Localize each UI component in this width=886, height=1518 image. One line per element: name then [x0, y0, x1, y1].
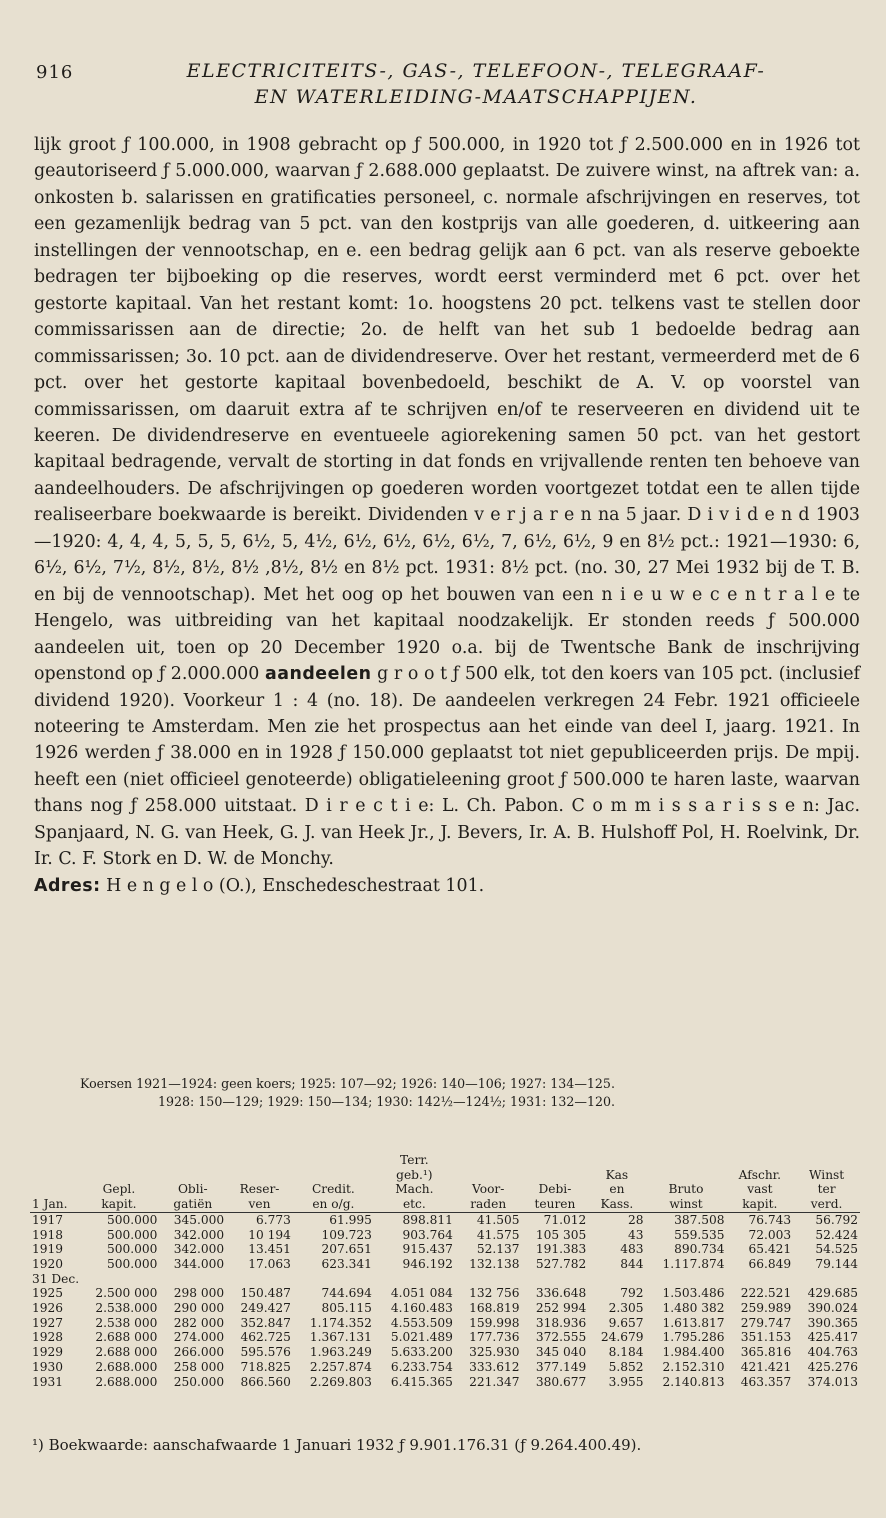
table-cell: 13.451 — [248, 1242, 291, 1257]
table-cell: 52.137 — [476, 1242, 520, 1257]
table-header-cell: 1 Jan. — [30, 1197, 78, 1212]
table-cell: 898.811 — [402, 1212, 453, 1227]
table-header-cell: Credit. — [311, 1182, 355, 1197]
koersen-line-1: Koersen 1921—1924: geen koers; 1925: 107—92; 1926: 140—106; 1927: 134—125. — [80, 1076, 615, 1091]
koersen-line-2: 1928: 150—129; 1929: 150—134; 1930: 142½—124½; 1931: 132—120. — [158, 1094, 616, 1109]
table-header-cell: vast — [747, 1182, 773, 1197]
table-cell: 24.679 — [600, 1330, 644, 1345]
table-cell: 1.174.352 — [309, 1315, 372, 1330]
table-cell: 132 756 — [469, 1286, 520, 1301]
table-cell: 1926 — [32, 1301, 64, 1316]
table-cell: 279.747 — [740, 1315, 792, 1330]
table-cell: 1.613.817 — [662, 1315, 725, 1330]
table-header-row — [30, 1182, 860, 1197]
address-line — [34, 873, 860, 899]
table-cell: 890.734 — [674, 1242, 725, 1257]
koersen-block — [80, 1075, 840, 1111]
table-cell: 6.773 — [255, 1212, 291, 1227]
table-cell: 5.633.200 — [390, 1345, 453, 1360]
table-header-cell — [30, 1153, 78, 1168]
table-header-row — [30, 1153, 860, 1168]
table-header-cell: Kas — [605, 1167, 629, 1182]
table-header-cell: teuren — [522, 1197, 589, 1212]
table-header-cell: Gepl. — [102, 1182, 136, 1197]
table-cell: 2.500 000 — [95, 1286, 158, 1301]
table-cell: 483 — [620, 1242, 644, 1257]
table-row — [30, 1330, 860, 1345]
table-row — [30, 1257, 860, 1272]
table-cell: 404.763 — [807, 1345, 858, 1360]
table-cell: 5.852 — [608, 1359, 644, 1374]
table-cell: 274.000 — [173, 1330, 225, 1345]
table-header-cell: en — [609, 1182, 625, 1197]
table-cell: 946.192 — [402, 1256, 453, 1271]
table-group-label: 31 Dec. — [32, 1271, 80, 1286]
table-cell: 222.521 — [740, 1286, 792, 1301]
table-cell: 56.792 — [815, 1212, 858, 1227]
table-cell: 500.000 — [107, 1242, 158, 1257]
table-cell: 2.538 000 — [95, 1315, 158, 1330]
table-cell: 6.233.754 — [390, 1359, 453, 1374]
table-cell: 66.849 — [748, 1256, 792, 1271]
table-cell: 595.576 — [240, 1345, 291, 1360]
table-cell: 65.421 — [748, 1242, 792, 1257]
table-cell: 903.764 — [402, 1227, 453, 1242]
table-cell: 500.000 — [107, 1227, 158, 1242]
table-cell: 1.984.400 — [662, 1345, 725, 1360]
table-cell: 1.963.249 — [309, 1345, 372, 1360]
table-cell: 1.367.131 — [309, 1330, 372, 1345]
table-cell: 1918 — [32, 1227, 64, 1242]
running-title-line-2: EN WATERLEIDING-MAATSCHAPPIJEN. — [254, 86, 698, 108]
table-header-cell — [159, 1153, 226, 1168]
paragraph-part-1: lijk groot ƒ 100.000, in 1908 gebracht op ƒ 500.000, in 1920 tot ƒ 2.500.000 en in 1926 tot geautoriseerd ƒ 5.000.000, waarvan ƒ 2.688.000 geplaatst. De zuivere winst, na aftrek van: a. onkosten b. salarissen en gratificaties personeel, c. normale afschrijvingen en reserves, tot een gezamenlijk bedrag van 5 pct. van den kostprijs van alle goederen, d. uitkeering aan instellingen der vennootschap, en e. een bedrag gelijk aan 6 pct. van als reserve geboekte bedragen ter bijboeking op die reserves, wordt eerst verminderd met 6 pct. over het gestorte kapitaal. Van het restant komt: 1o. hoogstens 20 pct. telkens vast te stellen door commissarissen aan de directie; 2o. de helft van het sub 1 bedoelde bedrag aan commissarissen; 3o. 10 pct. aan de dividendreserve. Over het restant, vermeerderd met de 6 pct. over het gestorte kapitaal bovenbedoeld, beschikt de A. V. op voorstel van commissarissen, om daaruit extra af te schrijven en/of te reserveeren en dividend uit te keeren. De dividendreserve en eventueele agiorekening samen 50 pct. van het gestort kapitaal bedragende, vervalt de storting in dat fonds en vrijvallende renten ten behoeve van aandeelhouders. De afschrijvingen op goederen worden voortgezet totdat een te allen tijde realiseerbare boekwaarde is bereikt. Dividenden v e r j a r e n na 5 jaar. D i v i d e n d 1903—1920: 4, 4, 4, 5, 5, 5, 6½, 5, 4½, 6½, 6½, 6½, 6½, 7, 6½, 6½, 9 en 8½ pct.: 1921—1930: 6, 6½, 6½, 7½, 8½, 8½, 8½ ,8½, 8½ en 8½ pct. 1931: 8½ pct. (no. 30, 27 Mei 1932 bij de T. B. en bij de vennootschap). Met het oog op het bouwen van een n i e u w e c e n t r a l e te Hengelo, was uitbreiding van het kapitaal noodzakelijk. Er stonden reeds ƒ 500.000 aandeelen uit, toen op 20 December 1920 o.a. bij de Twentsche Bank de inschrijving openstond op ƒ 2.000.000 — [34, 135, 860, 685]
table-cell: 290 000 — [173, 1301, 225, 1316]
body-text — [34, 132, 860, 899]
table-header-cell: Obli- — [177, 1182, 208, 1197]
table-cell: 10 194 — [248, 1227, 291, 1242]
table-cell: 333.612 — [469, 1359, 520, 1374]
table-group-row — [30, 1272, 860, 1287]
table-header-cell — [30, 1168, 78, 1183]
table-header-cell: Afschr. — [738, 1167, 782, 1182]
table-cell: 377.149 — [535, 1359, 587, 1374]
footnote: ¹) Boekwaarde: aanschafwaarde 1 Januari 1932 ƒ 9.901.176.31 (ƒ 9.264.400.49). — [32, 1436, 642, 1454]
table-cell: 2.688 000 — [95, 1330, 158, 1345]
table-header-cell — [588, 1153, 645, 1168]
table-header-cell — [293, 1153, 374, 1168]
table-header-cell: geb.¹) — [396, 1167, 433, 1182]
table-header-cell: Mach. — [395, 1182, 434, 1197]
table-cell: 372.555 — [535, 1330, 587, 1345]
table-header-cell — [159, 1168, 226, 1183]
table-header-cell: raden — [455, 1197, 522, 1212]
table-row — [30, 1345, 860, 1360]
table-header-row — [30, 1168, 860, 1183]
table-row — [30, 1228, 860, 1243]
table-cell: 8.184 — [608, 1345, 644, 1360]
table-cell: 54.525 — [815, 1242, 858, 1257]
table-header-cell — [455, 1168, 522, 1183]
table-header-cell — [646, 1168, 727, 1183]
table-cell: 71.012 — [543, 1212, 587, 1227]
page-number: 916 — [36, 62, 74, 83]
table-header-cell — [793, 1153, 860, 1168]
table-cell: 43 — [627, 1227, 644, 1242]
table-header-row — [30, 1197, 860, 1212]
table-cell: 318.936 — [535, 1315, 587, 1330]
table-cell: 792 — [620, 1286, 644, 1301]
table-row — [30, 1360, 860, 1375]
table-cell: 259.989 — [740, 1301, 792, 1316]
table-cell: 1.503.486 — [662, 1286, 725, 1301]
table-cell: 2.688 000 — [95, 1345, 158, 1360]
paragraph-part-2: g r o o t ƒ 500 elk, tot den koers van 105 pct. (inclusief dividend 1920). Voorkeur 1 : 4 (no. 18). De aandeelen verkregen 24 Febr. 1921 officieele noteering te Amsterdam. Men zie het prospectus aan het einde van deel I, jaarg. 1921. In 1926 werden ƒ 38.000 en in 1928 ƒ 150.000 geplaatst tot niet gepubliceerden prijs. De mpij. heeft een (niet officieel genoteerde) obligatieleening groot ƒ 500.000 te haren laste, waarvan thans nog ƒ 258.000 uitstaat. D i r e c t i e: L. Ch. Pabon. C o m m i s s a r i s s e n: Jac. Spanjaard, N. G. van Heek, G. J. van Heek Jr., J. Bevers, Ir. A. B. Hulshoff Pol, H. Roelvink, Dr. Ir. C. F. Stork en D. W. de Monchy. — [34, 664, 860, 870]
table-cell: 1928 — [32, 1330, 64, 1345]
table-cell: 336.648 — [535, 1286, 587, 1301]
table-cell: 6.415.365 — [390, 1374, 453, 1389]
table-cell: 249.427 — [240, 1301, 291, 1316]
table-cell: 2.257.874 — [309, 1359, 372, 1374]
table-cell: 345 040 — [535, 1345, 587, 1360]
table-cell: 915.437 — [402, 1242, 453, 1257]
table-cell: 191.383 — [535, 1242, 587, 1257]
table-header-cell: kapit. — [726, 1197, 793, 1212]
table-cell: 325.930 — [469, 1345, 520, 1360]
table-cell: 1931 — [32, 1374, 64, 1389]
table-cell: 2.688.000 — [95, 1359, 158, 1374]
financial-table — [30, 1153, 860, 1389]
table-cell: 1930 — [32, 1359, 64, 1374]
table-row — [30, 1375, 860, 1390]
table-cell: 177.736 — [469, 1330, 520, 1345]
table-cell: 1917 — [32, 1212, 64, 1227]
table-cell: 282 000 — [173, 1315, 225, 1330]
table-header-cell: etc. — [374, 1197, 455, 1212]
table-row — [30, 1212, 860, 1227]
table-header-cell — [78, 1168, 159, 1183]
table-header-cell: Reser- — [239, 1182, 280, 1197]
table-cell: 844 — [620, 1256, 644, 1271]
table-header-cell: en o/g. — [293, 1197, 374, 1212]
table-header-cell — [226, 1153, 293, 1168]
table-header-cell — [30, 1182, 78, 1197]
table-cell: 462.725 — [240, 1330, 291, 1345]
running-title-line-1: ELECTRICITEITS-, GAS-, TELEFOON-, TELEGRAAF- — [186, 60, 766, 82]
table-cell: 4.160.483 — [390, 1301, 453, 1316]
table-cell: 1919 — [32, 1242, 64, 1257]
table-cell: 425.276 — [807, 1359, 858, 1374]
table-cell: 207.651 — [321, 1242, 372, 1257]
table-header-cell — [455, 1153, 522, 1168]
table-cell: 500.000 — [107, 1212, 158, 1227]
table-header-cell — [522, 1168, 589, 1183]
table-cell: 342.000 — [173, 1242, 225, 1257]
table-cell: 150.487 — [240, 1286, 291, 1301]
table-header-cell: kapit. — [78, 1197, 159, 1212]
table-header-cell: verd. — [793, 1197, 860, 1212]
table-cell: 2.538.000 — [95, 1301, 158, 1316]
address-label: Adres: — [34, 875, 101, 896]
table-cell: 1929 — [32, 1345, 64, 1360]
table-cell: 9.657 — [608, 1315, 644, 1330]
table-header-cell: gatiën — [159, 1197, 226, 1212]
table-header-cell: Terr. — [400, 1153, 429, 1167]
table-cell: 351.153 — [740, 1330, 792, 1345]
table-cell: 1.480 382 — [662, 1301, 725, 1316]
table-cell: 380.677 — [535, 1374, 587, 1389]
table-header-cell — [646, 1153, 727, 1168]
table-row — [30, 1316, 860, 1331]
table-header-cell: Debi- — [538, 1182, 572, 1197]
table-cell: 79.144 — [815, 1256, 858, 1271]
table-cell: 5.021.489 — [390, 1330, 453, 1345]
table-cell: 105 305 — [535, 1227, 587, 1242]
table-row — [30, 1242, 860, 1257]
table-cell: 1.795.286 — [662, 1330, 725, 1345]
table-cell: 425.417 — [807, 1330, 858, 1345]
table-header-cell — [226, 1168, 293, 1183]
table-cell: 1927 — [32, 1315, 64, 1330]
table-cell: 390.365 — [807, 1315, 858, 1330]
table-header-cell — [726, 1153, 793, 1168]
table-cell: 1925 — [32, 1286, 64, 1301]
table-cell: 744.694 — [321, 1286, 372, 1301]
table-cell: 159.998 — [469, 1315, 520, 1330]
table-cell: 2.269.803 — [309, 1374, 372, 1389]
table-cell: 4.553.509 — [390, 1315, 453, 1330]
table-cell: 76.743 — [748, 1212, 792, 1227]
table-cell: 132.138 — [469, 1256, 520, 1271]
table-header-cell: ter — [817, 1182, 836, 1197]
table-cell: 17.063 — [248, 1256, 291, 1271]
table-cell: 72.003 — [748, 1227, 792, 1242]
table-header-cell — [78, 1153, 159, 1168]
table-body — [30, 1212, 860, 1389]
table-cell: 1920 — [32, 1256, 64, 1271]
table-cell: 623.341 — [321, 1256, 372, 1271]
table-cell: 344.000 — [173, 1256, 225, 1271]
table-cell: 258 000 — [173, 1359, 225, 1374]
table-header-cell: Bruto — [668, 1182, 704, 1197]
table-row — [30, 1286, 860, 1301]
table-cell: 28 — [627, 1212, 644, 1227]
page-header — [36, 58, 856, 110]
table-cell: 3.955 — [608, 1374, 644, 1389]
table-cell: 221.347 — [469, 1374, 520, 1389]
main-paragraph — [34, 132, 860, 873]
table-header-cell: Voor- — [472, 1182, 505, 1197]
table-cell: 41.575 — [476, 1227, 520, 1242]
table-header-cell — [522, 1153, 589, 1168]
table-cell: 109.723 — [321, 1227, 372, 1242]
table-cell: 298 000 — [173, 1286, 225, 1301]
table-cell: 387.508 — [674, 1212, 725, 1227]
table-header-cell: winst — [646, 1197, 727, 1212]
table-cell: 527.782 — [535, 1256, 587, 1271]
table-cell: 266.000 — [173, 1345, 225, 1360]
table-cell: 866.560 — [240, 1374, 291, 1389]
table-cell: 2.688.000 — [95, 1374, 158, 1389]
table-cell: 61.995 — [329, 1212, 372, 1227]
table-cell: 718.825 — [240, 1359, 291, 1374]
table-cell: 52.424 — [815, 1227, 858, 1242]
table-cell: 463.357 — [740, 1374, 792, 1389]
table-cell: 41.505 — [476, 1212, 520, 1227]
table-header-cell — [293, 1168, 374, 1183]
table-cell: 168.819 — [469, 1301, 520, 1316]
table-cell: 342.000 — [173, 1227, 225, 1242]
table-header-cell: Kass. — [588, 1197, 645, 1212]
table-cell: 2.152.310 — [662, 1359, 725, 1374]
table-cell: 4.051 084 — [390, 1286, 453, 1301]
table-header-cell: ven — [226, 1197, 293, 1212]
table-cell: 252 994 — [535, 1301, 587, 1316]
table-cell: 559.535 — [674, 1227, 725, 1242]
table-cell: 805.115 — [321, 1301, 372, 1316]
table-cell: 2.140.813 — [662, 1374, 725, 1389]
table-cell: 421.421 — [740, 1359, 792, 1374]
table-header-cell: Winst — [808, 1167, 845, 1182]
table-cell: 500.000 — [107, 1256, 158, 1271]
table-cell: 374.013 — [807, 1374, 858, 1389]
table-cell: 2.305 — [608, 1301, 644, 1316]
table-cell: 250.000 — [173, 1374, 225, 1389]
table-cell: 390.024 — [807, 1301, 858, 1316]
table-cell: 345.000 — [173, 1212, 225, 1227]
table-cell: 352.847 — [240, 1315, 291, 1330]
bold-word-aandeelen: aandeelen — [264, 664, 372, 685]
table-cell: 1.117.874 — [662, 1256, 725, 1271]
table-header — [30, 1153, 860, 1212]
table-cell: 365.816 — [740, 1345, 792, 1360]
address-value: H e n g e l o (O.), Enschedeschestraat 101. — [100, 875, 485, 896]
table-row — [30, 1301, 860, 1316]
table-cell: 429.685 — [807, 1286, 858, 1301]
